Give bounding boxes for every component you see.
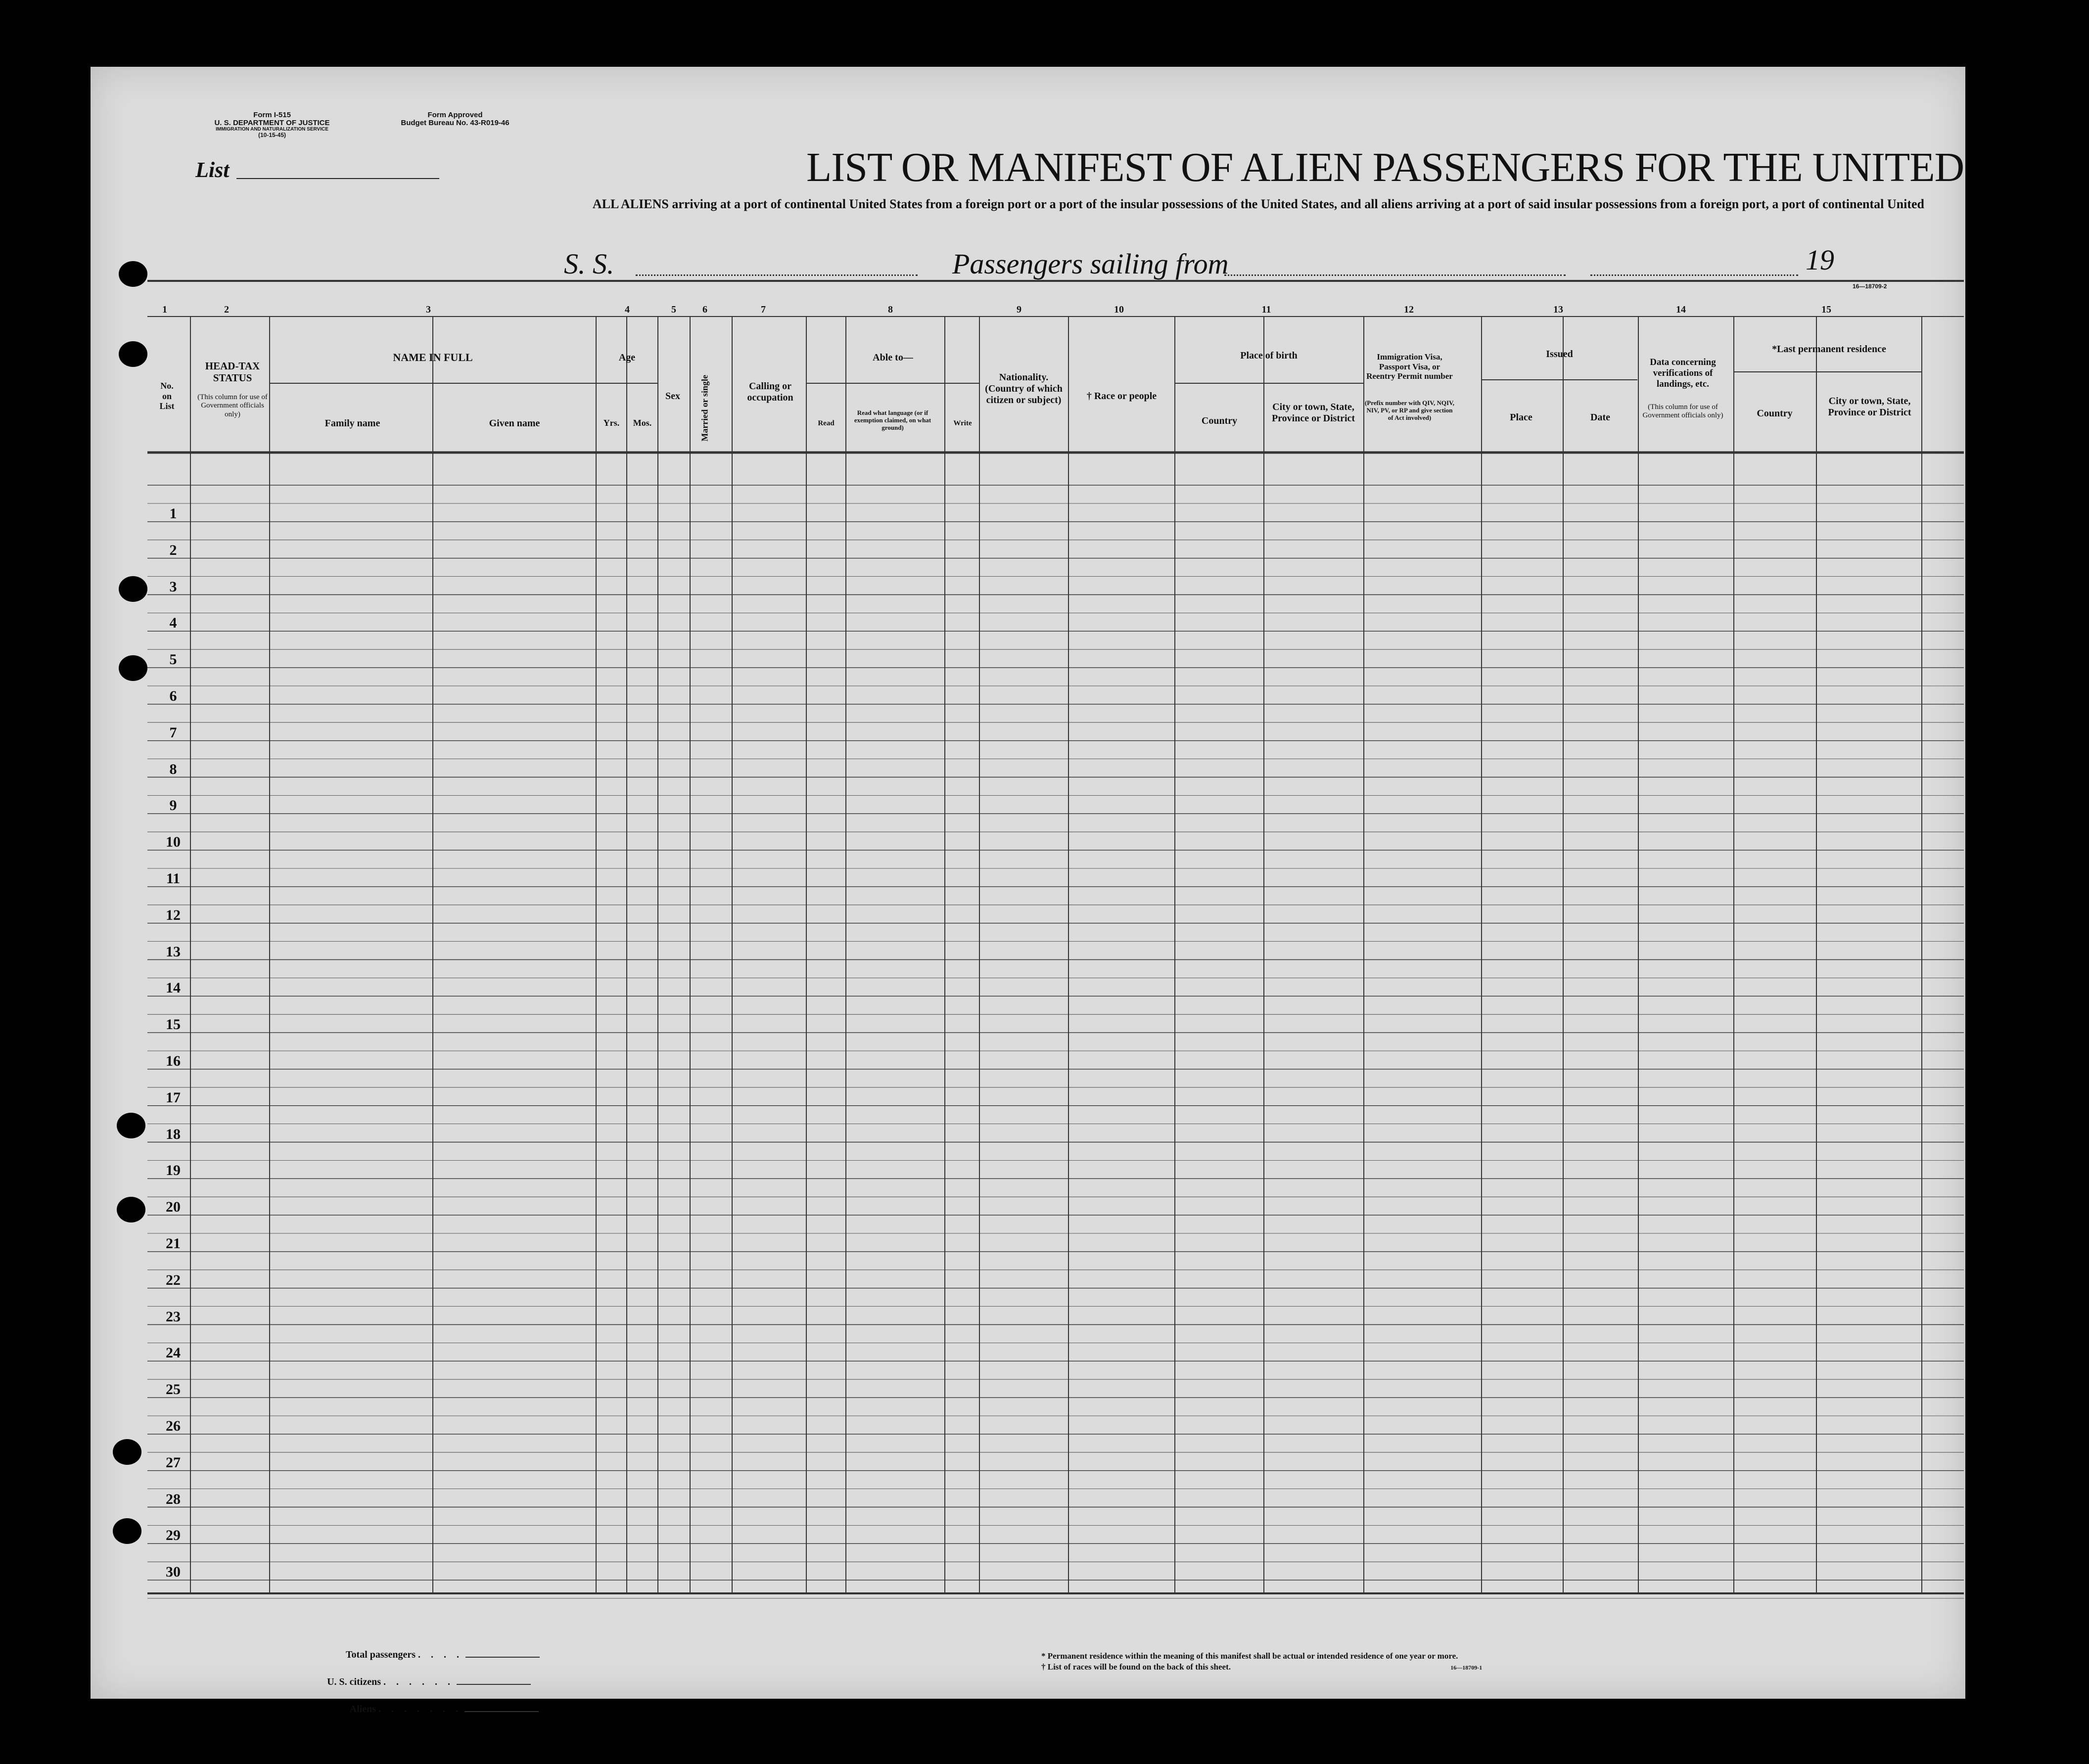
header-married: Married or single [699, 375, 710, 442]
column-number: 15 [1821, 304, 1831, 315]
header-calling: Calling or occupation [747, 381, 793, 403]
header-issued-date: Date [1590, 412, 1610, 423]
row-number: 26 [166, 1418, 181, 1434]
row-number: 19 [166, 1162, 181, 1179]
row-number: 4 [169, 615, 177, 632]
header-head-tax: HEAD-TAX STATUS [205, 360, 260, 384]
row-number: 18 [166, 1126, 181, 1142]
row-number: 1 [169, 505, 177, 522]
header-age: Age [618, 352, 636, 363]
column-number: 7 [761, 304, 766, 315]
aliens-label: Aliens [349, 1704, 376, 1715]
header-family-name: Family name [325, 418, 380, 429]
header-nationality: Nationality. (Country of which citizen or subject) [985, 372, 1063, 406]
list-label: List [195, 158, 230, 182]
form-approved: Form Approved [427, 111, 483, 119]
column-number: 1 [162, 304, 167, 315]
row-number: 20 [166, 1199, 181, 1216]
header-place-of-birth: Place of birth [1240, 350, 1298, 361]
column-number: 10 [1114, 304, 1124, 315]
aliens-row [272, 1704, 539, 1715]
total-passengers-row [272, 1649, 540, 1661]
header-head-tax-note: (This column for use of Government officials only) [197, 393, 268, 418]
leader-dots: . . . . [418, 1649, 463, 1660]
header-last-residence: *Last permanent residence [1772, 344, 1886, 355]
header-no-on-list: No. on List [159, 381, 175, 411]
row-number: 21 [166, 1235, 181, 1252]
header-able-to: Able to— [873, 352, 913, 363]
header-visa: Immigration Visa, Passport Visa, or Reentry Permit number [1366, 352, 1453, 381]
footnote-races-text: † List of races will be found on the back of this sheet. [1041, 1662, 1231, 1672]
row-number: 12 [166, 906, 181, 923]
column-number: 5 [671, 304, 676, 315]
column-number: 13 [1553, 304, 1563, 315]
column-number: 6 [702, 304, 707, 315]
footnotes [1041, 1651, 1482, 1673]
row-number: 13 [166, 943, 181, 960]
header-issued: Issued [1546, 349, 1573, 360]
header-visa-note: (Prefix number with QIV, NQIV, NIV, PV, or RP and give section of Act involved) [1364, 399, 1455, 421]
row-number: 14 [166, 980, 181, 996]
row-number: 23 [166, 1308, 181, 1325]
row-number: 2 [169, 542, 177, 558]
department: U. S. DEPARTMENT OF JUSTICE [214, 118, 330, 127]
row-number: 3 [169, 578, 177, 595]
header-residence-country: Country [1757, 408, 1793, 419]
header-given-name: Given name [489, 418, 540, 429]
print-code: 16—18709-2 [1853, 283, 1887, 290]
column-number: 8 [888, 304, 893, 315]
column-number: 11 [1261, 304, 1271, 315]
row-number: 25 [166, 1381, 181, 1398]
footnote-permanent: * Permanent residence within the meaning of this manifest shall be actual or intended residence of one year or more. [1041, 1651, 1458, 1661]
column-number: 4 [625, 304, 630, 315]
column-number: 14 [1676, 304, 1686, 315]
us-citizens-label: U. S. citizens [327, 1676, 381, 1687]
leader-dots: . . . . . . . [378, 1704, 462, 1715]
header-mos: Mos. [633, 418, 652, 428]
row-number: 5 [169, 651, 177, 668]
row-number: 9 [169, 797, 177, 814]
sailing-label: Passengers sailing from [952, 248, 1229, 280]
row-number: 8 [169, 761, 177, 777]
us-citizens-row [272, 1676, 531, 1688]
row-number: 16 [166, 1053, 181, 1069]
total-passengers-label: Total passengers [346, 1649, 416, 1660]
leader-dots: . . . . . . [383, 1676, 454, 1687]
header-race: † Race or people [1086, 391, 1157, 402]
header-residence-city: City or town, State, Province or District [1828, 396, 1911, 418]
header-verifications: Data concerning verifications of landings, etc. [1650, 357, 1716, 389]
ss-label: S. S. [564, 248, 614, 280]
year-label: 19 [1806, 244, 1834, 276]
us-citizens-field[interactable] [457, 1684, 531, 1685]
header-name-in-full: NAME IN FULL [393, 351, 473, 363]
page-title: LIST OR MANIFEST OF ALIEN PASSENGERS FOR THE UNITED [806, 144, 1964, 190]
header-birth-country: Country [1201, 415, 1238, 426]
header-verifications-note: (This column for use of Government officials only) [1642, 403, 1723, 420]
header-read: Read [818, 419, 835, 427]
aliens-field[interactable] [464, 1711, 539, 1712]
row-number: 30 [166, 1564, 181, 1581]
subtitle: ALL ALIENS arriving at a port of continental United States from a foreign port or a port of the insular possessions of the United States, and all aliens arriving at a port of said insular possessions from a foreign port, a port of continental United [592, 197, 1924, 211]
row-number: 15 [166, 1016, 181, 1033]
footnote-races [1041, 1662, 1482, 1673]
column-number: 3 [426, 304, 431, 315]
header-sex: Sex [665, 391, 680, 402]
row-number: 17 [166, 1089, 181, 1106]
header-write: Write [953, 419, 972, 427]
total-passengers-field[interactable] [465, 1657, 540, 1658]
form-number: Form I-515 [253, 111, 291, 119]
header-read-language: Read what language (or if exemption claimed, on what ground) [854, 409, 931, 431]
row-number: 28 [166, 1491, 181, 1507]
header-yrs: Yrs. [603, 418, 620, 428]
row-number: 24 [166, 1345, 181, 1361]
column-number: 2 [224, 304, 229, 315]
service: IMMIGRATION AND NATURALIZATION SERVICE [216, 126, 328, 132]
row-number: 10 [166, 834, 181, 851]
column-number: 9 [1017, 304, 1021, 315]
row-number: 6 [169, 688, 177, 704]
budget-number: Budget Bureau No. 43-R019-46 [401, 118, 510, 127]
row-number: 29 [166, 1527, 181, 1544]
date-code: (10-15-45) [258, 132, 286, 138]
row-number: 11 [166, 870, 181, 887]
header-birth-city: City or town, State, Province or District [1271, 402, 1355, 424]
row-number: 27 [166, 1454, 181, 1471]
row-number: 22 [166, 1271, 181, 1288]
footnote-code: 16—18709-1 [1450, 1664, 1483, 1672]
row-number: 7 [169, 724, 177, 741]
column-number: 12 [1404, 304, 1414, 315]
header-issued-place: Place [1510, 412, 1532, 423]
